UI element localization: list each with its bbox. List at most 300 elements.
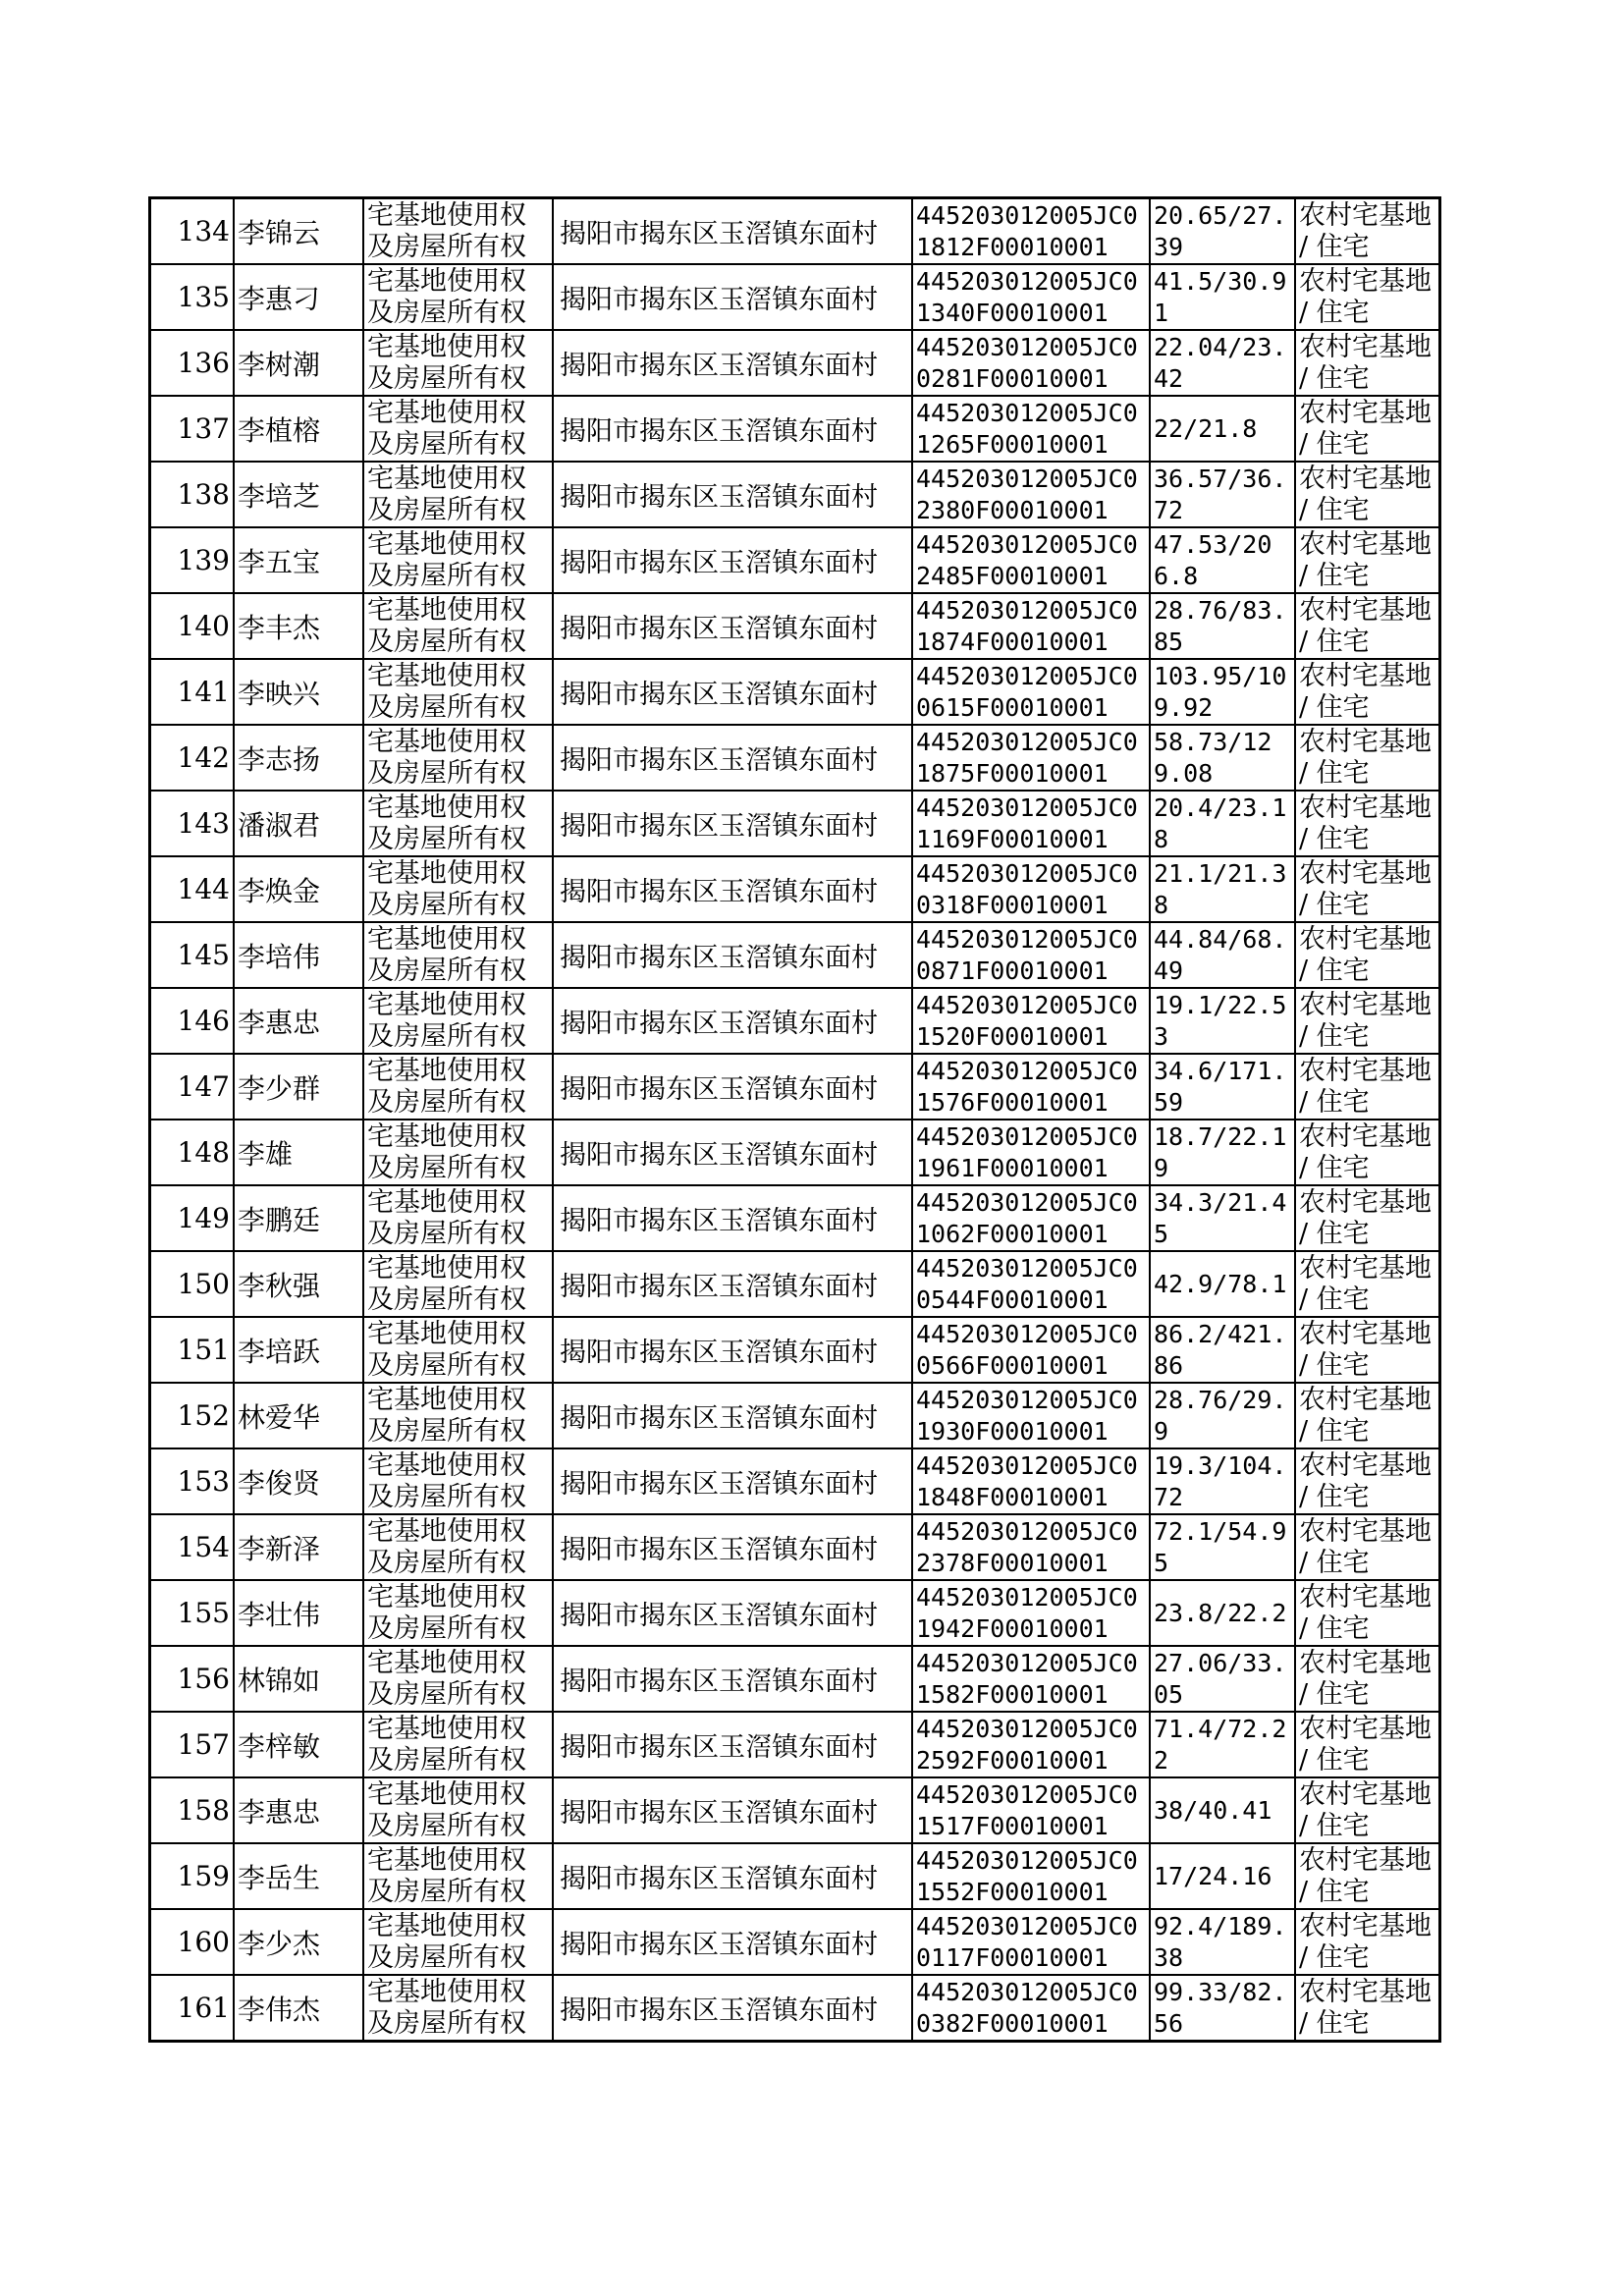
property-location: 揭阳市揭东区玉滘镇东面村: [560, 1206, 878, 1236]
unit-code-cell: [912, 527, 1150, 593]
row-number-cell: [150, 791, 235, 856]
unit-code: 445203012005JC01552F00010001: [916, 1845, 1138, 1906]
table-row: [150, 659, 1440, 725]
location-cell: [553, 1120, 912, 1185]
location-cell: [553, 593, 912, 659]
unit-code-cell: [912, 1909, 1150, 1975]
owner-name: 李植榕: [238, 413, 321, 447]
land-usage: 农村宅基地 / 住宅: [1299, 857, 1432, 920]
table-row: [150, 791, 1440, 856]
area-cell: [1150, 988, 1295, 1054]
property-location: 揭阳市揭东区玉滘镇东面村: [560, 1338, 878, 1368]
row-number-cell: [150, 1317, 235, 1383]
unit-code: 445203012005JC01582F00010001: [916, 1648, 1138, 1709]
area-value: 92.4/189.38: [1154, 1911, 1287, 1972]
area-cell: [1150, 1909, 1295, 1975]
row-number-cell: [150, 1712, 235, 1777]
usage-cell: [1295, 988, 1440, 1054]
usage-cell: [1295, 1777, 1440, 1843]
property-location: 揭阳市揭东区玉滘镇东面村: [560, 1469, 878, 1500]
right-type-cell: [363, 1975, 553, 2042]
land-usage: 农村宅基地 / 住宅: [1299, 1910, 1432, 1973]
unit-code-cell: [912, 791, 1150, 856]
unit-code-cell: [912, 1580, 1150, 1646]
usage-cell: [1295, 791, 1440, 856]
unit-code-cell: [912, 1054, 1150, 1120]
right-type: 宅基地使用权及房屋所有权: [367, 397, 526, 460]
owner-name-cell: [234, 1317, 363, 1383]
right-type: 宅基地使用权及房屋所有权: [367, 1186, 526, 1249]
table-row: [150, 1712, 1440, 1777]
row-number-cell: [150, 1580, 235, 1646]
land-usage: 农村宅基地 / 住宅: [1299, 1252, 1432, 1315]
usage-cell: [1295, 1120, 1440, 1185]
location-cell: [553, 988, 912, 1054]
row-number: 145: [177, 939, 230, 971]
unit-code-cell: [912, 922, 1150, 988]
area-value: 71.4/72.22: [1154, 1714, 1287, 1775]
owner-name-cell: [234, 856, 363, 922]
table-row: [150, 1975, 1440, 2042]
owner-name: 李雄: [238, 1137, 294, 1171]
owner-name: 李鹏廷: [238, 1203, 321, 1236]
table-row: [150, 725, 1440, 791]
area-cell: [1150, 1843, 1295, 1909]
right-type-cell: [363, 1514, 553, 1580]
usage-cell: [1295, 198, 1440, 265]
right-type: 宅基地使用权及房屋所有权: [367, 1910, 526, 1973]
table-row: [150, 198, 1440, 265]
row-number-cell: [150, 1777, 235, 1843]
owner-name-cell: [234, 1777, 363, 1843]
area-value: 103.95/109.92: [1154, 661, 1287, 722]
owner-name-cell: [234, 1975, 363, 2042]
owner-name: 李锦云: [238, 216, 321, 249]
land-usage: 农村宅基地 / 住宅: [1299, 726, 1432, 789]
row-number: 139: [177, 544, 230, 576]
property-location: 揭阳市揭东区玉滘镇东面村: [560, 285, 878, 315]
row-number-cell: [150, 725, 235, 791]
property-location: 揭阳市揭东区玉滘镇东面村: [560, 1009, 878, 1039]
area-cell: [1150, 1251, 1295, 1317]
right-type-cell: [363, 264, 553, 330]
right-type: 宅基地使用权及房屋所有权: [367, 1449, 526, 1512]
row-number-cell: [150, 1514, 235, 1580]
row-number: 157: [177, 1728, 230, 1761]
area-value: 19.1/22.53: [1154, 990, 1287, 1051]
owner-name: 李惠忠: [238, 1795, 321, 1829]
property-location: 揭阳市揭东区玉滘镇东面村: [560, 1732, 878, 1763]
usage-cell: [1295, 1448, 1440, 1514]
unit-code-cell: [912, 1646, 1150, 1712]
usage-cell: [1295, 1383, 1440, 1448]
area-value: 44.84/68.49: [1154, 924, 1287, 985]
unit-code: 445203012005JC01169F00010001: [916, 792, 1138, 853]
area-cell: [1150, 922, 1295, 988]
land-usage: 农村宅基地 / 住宅: [1299, 331, 1432, 394]
area-value: 28.76/29.9: [1154, 1385, 1287, 1446]
right-type-cell: [363, 1909, 553, 1975]
property-location: 揭阳市揭东区玉滘镇东面村: [560, 811, 878, 842]
area-cell: [1150, 1120, 1295, 1185]
area-cell: [1150, 1317, 1295, 1383]
property-location: 揭阳市揭东区玉滘镇东面村: [560, 1930, 878, 1960]
area-cell: [1150, 791, 1295, 856]
unit-code: 445203012005JC00318F00010001: [916, 858, 1138, 919]
row-number: 138: [177, 478, 230, 511]
right-type-cell: [363, 593, 553, 659]
unit-code: 445203012005JC01812F00010001: [916, 200, 1138, 261]
unit-code: 445203012005JC00117F00010001: [916, 1911, 1138, 1972]
right-type: 宅基地使用权及房屋所有权: [367, 1384, 526, 1447]
owner-name-cell: [234, 1383, 363, 1448]
land-usage: 农村宅基地 / 住宅: [1299, 1384, 1432, 1447]
right-type: 宅基地使用权及房屋所有权: [367, 660, 526, 723]
right-type-cell: [363, 922, 553, 988]
right-type-cell: [363, 725, 553, 791]
usage-cell: [1295, 1317, 1440, 1383]
unit-code: 445203012005JC02378F00010001: [916, 1516, 1138, 1577]
owner-name: 林爱华: [238, 1400, 321, 1434]
row-number: 154: [177, 1531, 230, 1563]
table-row: [150, 1646, 1440, 1712]
row-number-cell: [150, 396, 235, 462]
unit-code-cell: [912, 1843, 1150, 1909]
land-usage: 农村宅基地 / 住宅: [1299, 792, 1432, 854]
right-type: 宅基地使用权及房屋所有权: [367, 265, 526, 328]
unit-code-cell: [912, 1251, 1150, 1317]
row-number-cell: [150, 1448, 235, 1514]
area-value: 36.57/36.72: [1154, 464, 1287, 524]
table-row: [150, 1054, 1440, 1120]
owner-name: 李岳生: [238, 1861, 321, 1894]
owner-name-cell: [234, 1909, 363, 1975]
land-usage: 农村宅基地 / 住宅: [1299, 1581, 1432, 1644]
location-cell: [553, 1712, 912, 1777]
property-registry-table: [148, 196, 1441, 2043]
row-number: 153: [177, 1465, 230, 1498]
usage-cell: [1295, 330, 1440, 396]
right-type-cell: [363, 1580, 553, 1646]
property-location: 揭阳市揭东区玉滘镇东面村: [560, 1074, 878, 1105]
location-cell: [553, 1646, 912, 1712]
area-cell: [1150, 396, 1295, 462]
area-value: 41.5/30.91: [1154, 266, 1287, 327]
area-value: 86.2/421.86: [1154, 1319, 1287, 1380]
area-value: 38/40.41: [1154, 1795, 1272, 1825]
unit-code-cell: [912, 1185, 1150, 1251]
right-type-cell: [363, 1646, 553, 1712]
area-cell: [1150, 1185, 1295, 1251]
location-cell: [553, 1054, 912, 1120]
property-location: 揭阳市揭东区玉滘镇东面村: [560, 1140, 878, 1171]
owner-name-cell: [234, 922, 363, 988]
row-number-cell: [150, 330, 235, 396]
property-location: 揭阳市揭东区玉滘镇东面村: [560, 1601, 878, 1631]
row-number: 149: [177, 1202, 230, 1234]
unit-code: 445203012005JC01265F00010001: [916, 398, 1138, 459]
right-type: 宅基地使用权及房屋所有权: [367, 1120, 526, 1183]
table-row: [150, 593, 1440, 659]
usage-cell: [1295, 922, 1440, 988]
area-value: 47.53/206.8: [1154, 529, 1272, 590]
location-cell: [553, 725, 912, 791]
right-type: 宅基地使用权及房屋所有权: [367, 857, 526, 920]
land-usage: 农村宅基地 / 住宅: [1299, 1713, 1432, 1776]
row-number: 161: [177, 1992, 230, 2024]
location-cell: [553, 264, 912, 330]
land-usage: 农村宅基地 / 住宅: [1299, 1976, 1432, 2039]
row-number-cell: [150, 659, 235, 725]
row-number: 143: [177, 807, 230, 840]
unit-code-cell: [912, 1448, 1150, 1514]
location-cell: [553, 527, 912, 593]
registry-sheet: [148, 196, 1441, 2043]
area-value: 34.3/21.45: [1154, 1187, 1287, 1248]
table-row: [150, 856, 1440, 922]
unit-code-cell: [912, 1712, 1150, 1777]
area-cell: [1150, 659, 1295, 725]
right-type-cell: [363, 1251, 553, 1317]
right-type: 宅基地使用权及房屋所有权: [367, 1844, 526, 1907]
property-location: 揭阳市揭东区玉滘镇东面村: [560, 1798, 878, 1829]
area-value: 27.06/33.05: [1154, 1648, 1287, 1709]
row-number-cell: [150, 856, 235, 922]
owner-name: 李惠忠: [238, 1006, 321, 1039]
location-cell: [553, 1185, 912, 1251]
row-number-cell: [150, 198, 235, 265]
owner-name-cell: [234, 988, 363, 1054]
row-number: 147: [177, 1070, 230, 1103]
owner-name: 林锦如: [238, 1664, 321, 1697]
row-number-cell: [150, 1120, 235, 1185]
usage-cell: [1295, 264, 1440, 330]
property-location: 揭阳市揭东区玉滘镇东面村: [560, 482, 878, 513]
row-number-cell: [150, 1185, 235, 1251]
table-row: [150, 1843, 1440, 1909]
area-cell: [1150, 1383, 1295, 1448]
area-value: 20.65/27.39: [1154, 200, 1287, 261]
area-cell: [1150, 462, 1295, 527]
unit-code: 445203012005JC02485F00010001: [916, 529, 1138, 590]
usage-cell: [1295, 1843, 1440, 1909]
right-type: 宅基地使用权及房屋所有权: [367, 463, 526, 525]
unit-code: 445203012005JC01340F00010001: [916, 266, 1138, 327]
right-type: 宅基地使用权及房屋所有权: [367, 792, 526, 854]
owner-name-cell: [234, 330, 363, 396]
area-value: 22.04/23.42: [1154, 332, 1287, 393]
row-number: 159: [177, 1860, 230, 1892]
right-type-cell: [363, 1777, 553, 1843]
row-number: 156: [177, 1663, 230, 1695]
table-row: [150, 922, 1440, 988]
row-number: 141: [177, 676, 230, 708]
area-cell: [1150, 1580, 1295, 1646]
unit-code-cell: [912, 1514, 1150, 1580]
right-type: 宅基地使用权及房屋所有权: [367, 1976, 526, 2039]
row-number-cell: [150, 593, 235, 659]
row-number: 144: [177, 873, 230, 905]
table-row: [150, 1448, 1440, 1514]
owner-name-cell: [234, 593, 363, 659]
row-number: 155: [177, 1597, 230, 1629]
right-type: 宅基地使用权及房屋所有权: [367, 1252, 526, 1315]
right-type: 宅基地使用权及房屋所有权: [367, 1778, 526, 1841]
right-type-cell: [363, 396, 553, 462]
owner-name: 李俊贤: [238, 1466, 321, 1500]
land-usage: 农村宅基地 / 住宅: [1299, 1186, 1432, 1249]
owner-name-cell: [234, 1712, 363, 1777]
row-number-cell: [150, 1646, 235, 1712]
area-cell: [1150, 198, 1295, 265]
owner-name-cell: [234, 1185, 363, 1251]
unit-code-cell: [912, 988, 1150, 1054]
owner-name-cell: [234, 1580, 363, 1646]
owner-name: 李壮伟: [238, 1598, 321, 1631]
right-type: 宅基地使用权及房屋所有权: [367, 1713, 526, 1776]
location-cell: [553, 922, 912, 988]
usage-cell: [1295, 593, 1440, 659]
usage-cell: [1295, 527, 1440, 593]
unit-code-cell: [912, 264, 1150, 330]
land-usage: 农村宅基地 / 住宅: [1299, 1120, 1432, 1183]
owner-name: 李志扬: [238, 742, 321, 776]
table-row: [150, 330, 1440, 396]
area-value: 99.33/82.56: [1154, 1977, 1287, 2038]
right-type: 宅基地使用权及房屋所有权: [367, 1581, 526, 1644]
unit-code: 445203012005JC01576F00010001: [916, 1056, 1138, 1117]
table-row: [150, 264, 1440, 330]
owner-name: 李惠刁: [238, 282, 321, 315]
location-cell: [553, 791, 912, 856]
land-usage: 农村宅基地 / 住宅: [1299, 528, 1432, 591]
owner-name: 李少群: [238, 1071, 321, 1105]
right-type: 宅基地使用权及房屋所有权: [367, 1647, 526, 1710]
row-number: 142: [177, 741, 230, 774]
property-location: 揭阳市揭东区玉滘镇东面村: [560, 877, 878, 907]
owner-name-cell: [234, 527, 363, 593]
property-location: 揭阳市揭东区玉滘镇东面村: [560, 351, 878, 381]
property-location: 揭阳市揭东区玉滘镇东面村: [560, 219, 878, 249]
property-location: 揭阳市揭东区玉滘镇东面村: [560, 745, 878, 776]
owner-name-cell: [234, 198, 363, 265]
land-usage: 农村宅基地 / 住宅: [1299, 397, 1432, 460]
area-value: 23.8/22.2: [1154, 1598, 1287, 1627]
unit-code: 445203012005JC01930F00010001: [916, 1385, 1138, 1446]
unit-code: 445203012005JC00544F00010001: [916, 1253, 1138, 1314]
area-cell: [1150, 856, 1295, 922]
table-row: [150, 1251, 1440, 1317]
land-usage: 农村宅基地 / 住宅: [1299, 1515, 1432, 1578]
table-row: [150, 1120, 1440, 1185]
row-number-cell: [150, 1054, 235, 1120]
table-row: [150, 1185, 1440, 1251]
row-number: 151: [177, 1334, 230, 1366]
right-type-cell: [363, 527, 553, 593]
right-type: 宅基地使用权及房屋所有权: [367, 331, 526, 394]
row-number-cell: [150, 1975, 235, 2042]
property-location: 揭阳市揭东区玉滘镇东面村: [560, 1864, 878, 1894]
usage-cell: [1295, 1909, 1440, 1975]
location-cell: [553, 198, 912, 265]
location-cell: [553, 1909, 912, 1975]
unit-code-cell: [912, 1975, 1150, 2042]
usage-cell: [1295, 1975, 1440, 2042]
owner-name-cell: [234, 1054, 363, 1120]
table-row: [150, 1514, 1440, 1580]
area-cell: [1150, 1712, 1295, 1777]
row-number-cell: [150, 462, 235, 527]
right-type-cell: [363, 1054, 553, 1120]
location-cell: [553, 462, 912, 527]
right-type: 宅基地使用权及房屋所有权: [367, 923, 526, 986]
right-type: 宅基地使用权及房屋所有权: [367, 199, 526, 262]
area-value: 18.7/22.19: [1154, 1121, 1287, 1182]
area-value: 20.4/23.18: [1154, 792, 1287, 853]
area-cell: [1150, 1975, 1295, 2042]
right-type: 宅基地使用权及房屋所有权: [367, 989, 526, 1052]
usage-cell: [1295, 462, 1440, 527]
table-row: [150, 1383, 1440, 1448]
owner-name: 李秋强: [238, 1269, 321, 1302]
unit-code: 445203012005JC00281F00010001: [916, 332, 1138, 393]
right-type: 宅基地使用权及房屋所有权: [367, 1318, 526, 1381]
area-cell: [1150, 264, 1295, 330]
owner-name-cell: [234, 1514, 363, 1580]
table-row: [150, 1777, 1440, 1843]
owner-name-cell: [234, 1843, 363, 1909]
unit-code-cell: [912, 330, 1150, 396]
property-location: 揭阳市揭东区玉滘镇东面村: [560, 1535, 878, 1565]
owner-name-cell: [234, 791, 363, 856]
usage-cell: [1295, 1712, 1440, 1777]
unit-code: 445203012005JC02380F00010001: [916, 464, 1138, 524]
row-number-cell: [150, 1383, 235, 1448]
land-usage: 农村宅基地 / 住宅: [1299, 923, 1432, 986]
row-number: 146: [177, 1005, 230, 1037]
owner-name-cell: [234, 396, 363, 462]
row-number-cell: [150, 922, 235, 988]
area-value: 34.6/171.59: [1154, 1056, 1287, 1117]
area-cell: [1150, 1646, 1295, 1712]
owner-name: 李丰杰: [238, 611, 321, 644]
right-type-cell: [363, 1383, 553, 1448]
area-cell: [1150, 527, 1295, 593]
usage-cell: [1295, 1185, 1440, 1251]
unit-code-cell: [912, 1777, 1150, 1843]
owner-name: 李树潮: [238, 348, 321, 381]
owner-name: 李梓敏: [238, 1729, 321, 1763]
unit-code-cell: [912, 1120, 1150, 1185]
owner-name-cell: [234, 1448, 363, 1514]
property-location: 揭阳市揭东区玉滘镇东面村: [560, 1403, 878, 1434]
unit-code: 445203012005JC00566F00010001: [916, 1319, 1138, 1380]
land-usage: 农村宅基地 / 住宅: [1299, 265, 1432, 328]
right-type-cell: [363, 791, 553, 856]
unit-code: 445203012005JC01062F00010001: [916, 1187, 1138, 1248]
land-usage: 农村宅基地 / 住宅: [1299, 660, 1432, 723]
owner-name: 李少杰: [238, 1927, 321, 1960]
land-usage: 农村宅基地 / 住宅: [1299, 463, 1432, 525]
property-location: 揭阳市揭东区玉滘镇东面村: [560, 1667, 878, 1697]
right-type-cell: [363, 330, 553, 396]
owner-name-cell: [234, 1646, 363, 1712]
owner-name-cell: [234, 462, 363, 527]
row-number-cell: [150, 1843, 235, 1909]
right-type-cell: [363, 1317, 553, 1383]
area-value: 19.3/104.72: [1154, 1450, 1287, 1511]
area-cell: [1150, 593, 1295, 659]
